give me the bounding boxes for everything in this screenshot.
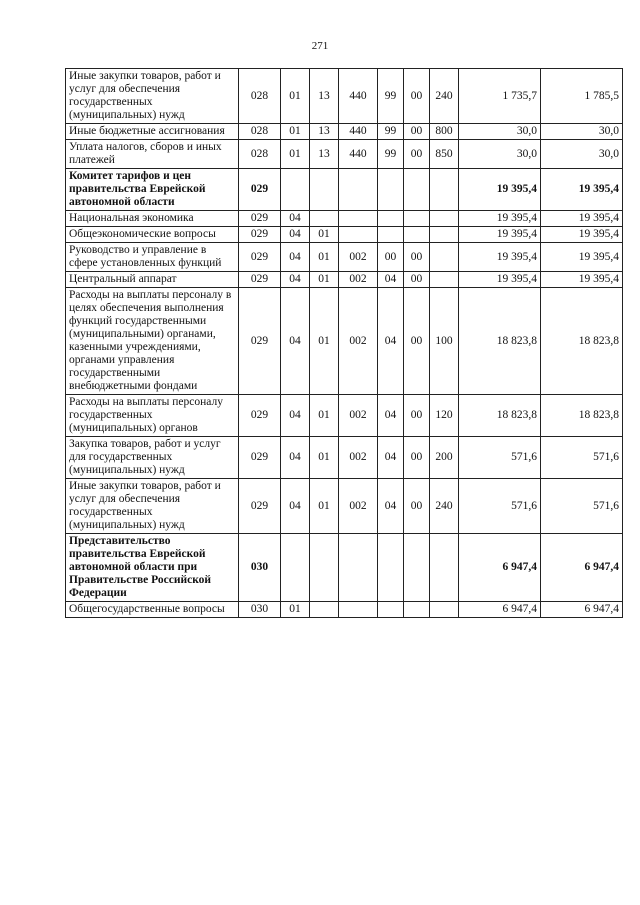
expense-type-cell: 100 [430,288,459,395]
budget-table [65,68,623,618]
sum-year1-cell: 571,6 [459,479,541,534]
target-article-program-cell: 002 [339,479,378,534]
target-article-subprogram-cell: 99 [378,124,404,140]
expense-type-cell [430,211,459,227]
sum-year1-cell: 19 395,4 [459,211,541,227]
target-article-direction-cell: 00 [404,437,430,479]
expense-type-cell: 200 [430,437,459,479]
expense-type-cell [430,243,459,272]
target-article-subprogram-cell: 04 [378,437,404,479]
sum-year2-cell: 571,6 [541,437,623,479]
table-row [66,437,623,479]
target-article-direction-cell: 00 [404,69,430,124]
target-article-program-cell: 002 [339,272,378,288]
name-cell: Иные бюджетные ассигнования [66,124,239,140]
subsection-code-cell [310,169,339,211]
sum-year1-cell: 19 395,4 [459,243,541,272]
sum-year1-cell: 30,0 [459,124,541,140]
table-body [66,69,623,618]
target-article-program-cell: 440 [339,140,378,169]
expense-type-cell: 120 [430,395,459,437]
target-article-program-cell: 002 [339,288,378,395]
ved-code-cell: 029 [239,169,281,211]
sum-year2-cell: 571,6 [541,479,623,534]
target-article-subprogram-cell: 04 [378,395,404,437]
sum-year2-cell: 19 395,4 [541,272,623,288]
ved-code-cell: 028 [239,69,281,124]
target-article-program-cell: 440 [339,69,378,124]
target-article-subprogram-cell [378,211,404,227]
sum-year2-cell: 6 947,4 [541,602,623,618]
sum-year2-cell: 19 395,4 [541,227,623,243]
target-article-direction-cell: 00 [404,124,430,140]
section-code-cell: 01 [281,69,310,124]
name-cell: Расходы на выплаты персоналу государственных (муниципальных) органов [66,395,239,437]
table-row [66,140,623,169]
sum-year1-cell: 30,0 [459,140,541,169]
name-cell: Иные закупки товаров, работ и услуг для обеспечения государственных (муниципальных) нужд [66,69,239,124]
expense-type-cell [430,272,459,288]
sum-year1-cell: 18 823,8 [459,288,541,395]
expense-type-cell: 240 [430,479,459,534]
name-cell: Уплата налогов, сборов и иных платежей [66,140,239,169]
target-article-direction-cell: 00 [404,243,430,272]
table-row [66,211,623,227]
ved-code-cell: 028 [239,124,281,140]
section-code-cell: 04 [281,243,310,272]
target-article-direction-cell [404,534,430,602]
section-code-cell: 01 [281,140,310,169]
name-cell: Национальная экономика [66,211,239,227]
sum-year1-cell: 6 947,4 [459,534,541,602]
target-article-program-cell [339,227,378,243]
ved-code-cell: 029 [239,243,281,272]
target-article-direction-cell: 00 [404,288,430,395]
expense-type-cell: 800 [430,124,459,140]
name-cell: Закупка товаров, работ и услуг для государственных (муниципальных) нужд [66,437,239,479]
sum-year2-cell: 18 823,8 [541,395,623,437]
sum-year2-cell: 1 785,5 [541,69,623,124]
target-article-subprogram-cell [378,602,404,618]
name-cell: Представительство правительства Еврейской автономной области при Правительстве Российской Федерации [66,534,239,602]
ved-code-cell: 029 [239,227,281,243]
target-article-subprogram-cell: 99 [378,69,404,124]
sum-year1-cell: 19 395,4 [459,169,541,211]
section-code-cell: 04 [281,395,310,437]
subsection-code-cell: 01 [310,272,339,288]
ved-code-cell: 029 [239,479,281,534]
target-article-subprogram-cell [378,534,404,602]
expense-type-cell [430,227,459,243]
name-cell: Расходы на выплаты персоналу в целях обеспечения выполнения функций государственными (муниципальными) органами, казенными учреждениями, органами управления государственными внебюджетными фондами [66,288,239,395]
section-code-cell: 04 [281,272,310,288]
table-row [66,69,623,124]
target-article-direction-cell [404,227,430,243]
ved-code-cell: 030 [239,534,281,602]
table-row [66,395,623,437]
ved-code-cell: 029 [239,272,281,288]
subsection-code-cell [310,211,339,227]
target-article-subprogram-cell [378,227,404,243]
sum-year2-cell: 19 395,4 [541,243,623,272]
name-cell: Комитет тарифов и цен правительства Еврейской автономной области [66,169,239,211]
table-row [66,602,623,618]
section-code-cell [281,534,310,602]
section-code-cell: 04 [281,227,310,243]
name-cell: Центральный аппарат [66,272,239,288]
target-article-direction-cell [404,211,430,227]
target-article-direction-cell: 00 [404,272,430,288]
table-row [66,479,623,534]
target-article-subprogram-cell: 04 [378,479,404,534]
subsection-code-cell: 13 [310,69,339,124]
expense-type-cell [430,169,459,211]
target-article-subprogram-cell: 00 [378,243,404,272]
ved-code-cell: 028 [239,140,281,169]
target-article-direction-cell [404,169,430,211]
expense-type-cell [430,602,459,618]
ved-code-cell: 029 [239,437,281,479]
table-row [66,243,623,272]
name-cell: Руководство и управление в сфере установленных функций [66,243,239,272]
target-article-program-cell: 002 [339,243,378,272]
target-article-subprogram-cell: 04 [378,288,404,395]
sum-year2-cell: 18 823,8 [541,288,623,395]
target-article-program-cell [339,169,378,211]
table-row [66,288,623,395]
subsection-code-cell: 01 [310,395,339,437]
target-article-subprogram-cell: 99 [378,140,404,169]
table-row [66,124,623,140]
ved-code-cell: 029 [239,211,281,227]
sum-year1-cell: 6 947,4 [459,602,541,618]
sum-year2-cell: 19 395,4 [541,169,623,211]
target-article-program-cell: 002 [339,437,378,479]
section-code-cell: 01 [281,602,310,618]
section-code-cell: 04 [281,288,310,395]
target-article-subprogram-cell: 04 [378,272,404,288]
sum-year2-cell: 19 395,4 [541,211,623,227]
subsection-code-cell [310,602,339,618]
expense-type-cell: 850 [430,140,459,169]
sum-year2-cell: 30,0 [541,124,623,140]
target-article-program-cell [339,534,378,602]
sum-year2-cell: 6 947,4 [541,534,623,602]
sum-year1-cell: 1 735,7 [459,69,541,124]
subsection-code-cell: 01 [310,479,339,534]
expense-type-cell: 240 [430,69,459,124]
table-row [66,227,623,243]
name-cell: Общеэкономические вопросы [66,227,239,243]
target-article-program-cell [339,211,378,227]
subsection-code-cell: 01 [310,227,339,243]
subsection-code-cell: 01 [310,288,339,395]
subsection-code-cell: 13 [310,140,339,169]
section-code-cell: 01 [281,124,310,140]
target-article-subprogram-cell [378,169,404,211]
sum-year2-cell: 30,0 [541,140,623,169]
subsection-code-cell: 13 [310,124,339,140]
name-cell: Иные закупки товаров, работ и услуг для обеспечения государственных (муниципальных) нужд [66,479,239,534]
section-code-cell: 04 [281,437,310,479]
target-article-program-cell: 440 [339,124,378,140]
sum-year1-cell: 18 823,8 [459,395,541,437]
section-code-cell: 04 [281,479,310,534]
target-article-direction-cell [404,602,430,618]
sum-year1-cell: 19 395,4 [459,272,541,288]
table-row [66,534,623,602]
table-row [66,169,623,211]
target-article-direction-cell: 00 [404,395,430,437]
expense-type-cell [430,534,459,602]
section-code-cell: 04 [281,211,310,227]
ved-code-cell: 029 [239,395,281,437]
name-cell: Общегосударственные вопросы [66,602,239,618]
ved-code-cell: 030 [239,602,281,618]
table-row [66,272,623,288]
target-article-direction-cell: 00 [404,140,430,169]
subsection-code-cell: 01 [310,243,339,272]
target-article-program-cell: 002 [339,395,378,437]
subsection-code-cell: 01 [310,437,339,479]
target-article-program-cell [339,602,378,618]
ved-code-cell: 029 [239,288,281,395]
page-number: 271 [311,40,329,52]
sum-year1-cell: 571,6 [459,437,541,479]
sum-year1-cell: 19 395,4 [459,227,541,243]
subsection-code-cell [310,534,339,602]
target-article-direction-cell: 00 [404,479,430,534]
section-code-cell [281,169,310,211]
